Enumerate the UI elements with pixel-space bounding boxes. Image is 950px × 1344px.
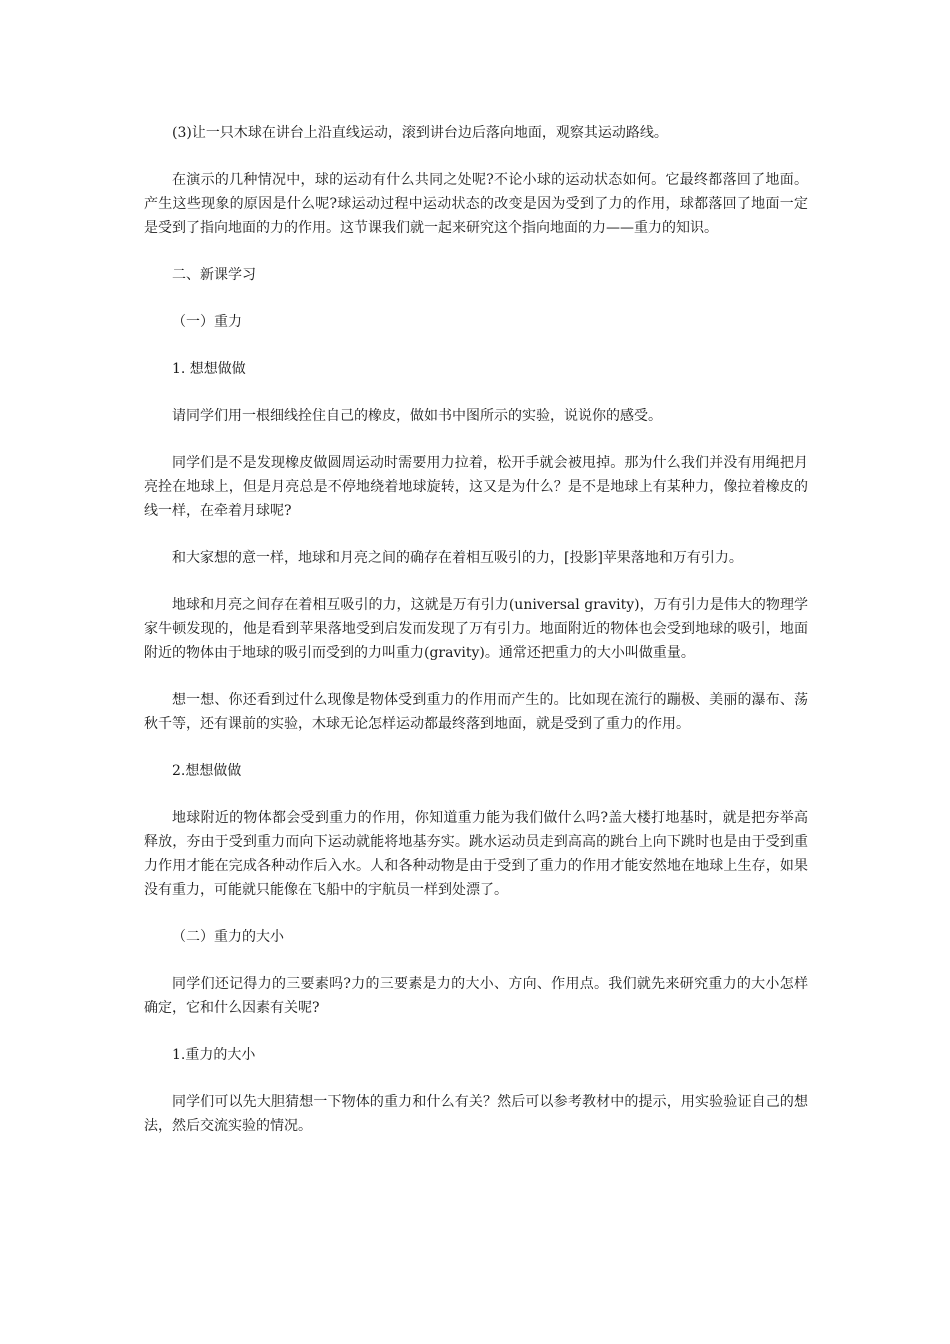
heading-gravity-magnitude: （二）重力的大小 [172,929,284,945]
paragraph-universal-gravity: 地球和月亮之间存在着相互吸引的力，这就是万有引力(universal gravity)，万有引力是伟大的物理学家牛顿发现的，他是看到苹果落地受到启发而发现了万有引力。地面附近的物体也会受到地球的吸引，地面附近的物体由于地球的吸引而受到的力叫重力(gravity)。通常还把重力的大小叫做重量。 [144,597,808,661]
heading-think-and-do-2: 2.想想做做 [172,763,242,779]
paragraph-apple-gravitation: 和大家想的意一样，地球和月亮之间的确存在着相互吸引的力，[投影]苹果落地和万有引力。 [172,550,743,566]
document-page [144,121,808,1161]
heading-new-lesson: 二、新课学习 [172,267,256,283]
paragraph-demo-summary: 在演示的几种情况中，球的运动有什么共同之处呢?不论小球的运动状态如何。它最终都落回了地面。产生这些现象的原因是什么呢?球运动过程中运动状态的改变是因为受到了力的作用，球都落回了地面一定是受到了指向地面的力的作用。这节课我们就一起来研究这个指向地面的力——重力的知识。 [144,172,808,236]
heading-gravity: （一）重力 [172,314,242,330]
paragraph-moon-question: 同学们是不是发现橡皮做圆周运动时需要用力拉着，松开手就会被甩掉。那为什么我们并没有用绳把月亮拴在地球上，但是月亮总是不停地绕着地球旋转，这又是为什么？是不是地球上有某种力，像拉着橡皮的线一样，在牵着月球呢? [144,455,808,519]
paragraph-three-elements: 同学们还记得力的三要素吗?力的三要素是力的大小、方向、作用点。我们就先来研究重力的大小怎样确定，它和什么因素有关呢? [144,976,808,1016]
paragraph-gravity-uses: 地球附近的物体都会受到重力的作用，你知道重力能为我们做什么吗?盖大楼打地基时，就是把夯举高释放，夯由于受到重力而向下运动就能将地基夯实。跳水运动员走到高高的跳台上向下跳时也是由于受到重力作用才能在完成各种动作后入水。人和各种动物是由于受到了重力的作用才能安然地在地球上生存，如果没有重力，可能就只能像在飞船中的宇航员一样到处漂了。 [144,810,808,898]
heading-think-and-do-1: 1. 想想做做 [172,361,246,377]
paragraph-demo-step-3: (3)让一只木球在讲台上沿直线运动，滚到讲台边后落向地面，观察其运动路线。 [172,125,668,141]
paragraph-gravity-examples: 想一想、你还看到过什么现像是物体受到重力的作用而产生的。比如现在流行的蹦极、美丽的瀑布、荡秋千等，还有课前的实验，木球无论怎样运动都最终落到地面，就是受到了重力的作用。 [144,692,808,732]
paragraph-guess-and-verify: 同学们可以先大胆猜想一下物体的重力和什么有关？然后可以参考教材中的提示，用实验验证自己的想法，然后交流实验的情况。 [144,1094,808,1134]
paragraph-eraser-experiment: 请同学们用一根细线拴住自己的橡皮，做如书中图所示的实验，说说你的感受。 [172,408,662,424]
heading-gravity-magnitude-1: 1.重力的大小 [172,1047,256,1063]
